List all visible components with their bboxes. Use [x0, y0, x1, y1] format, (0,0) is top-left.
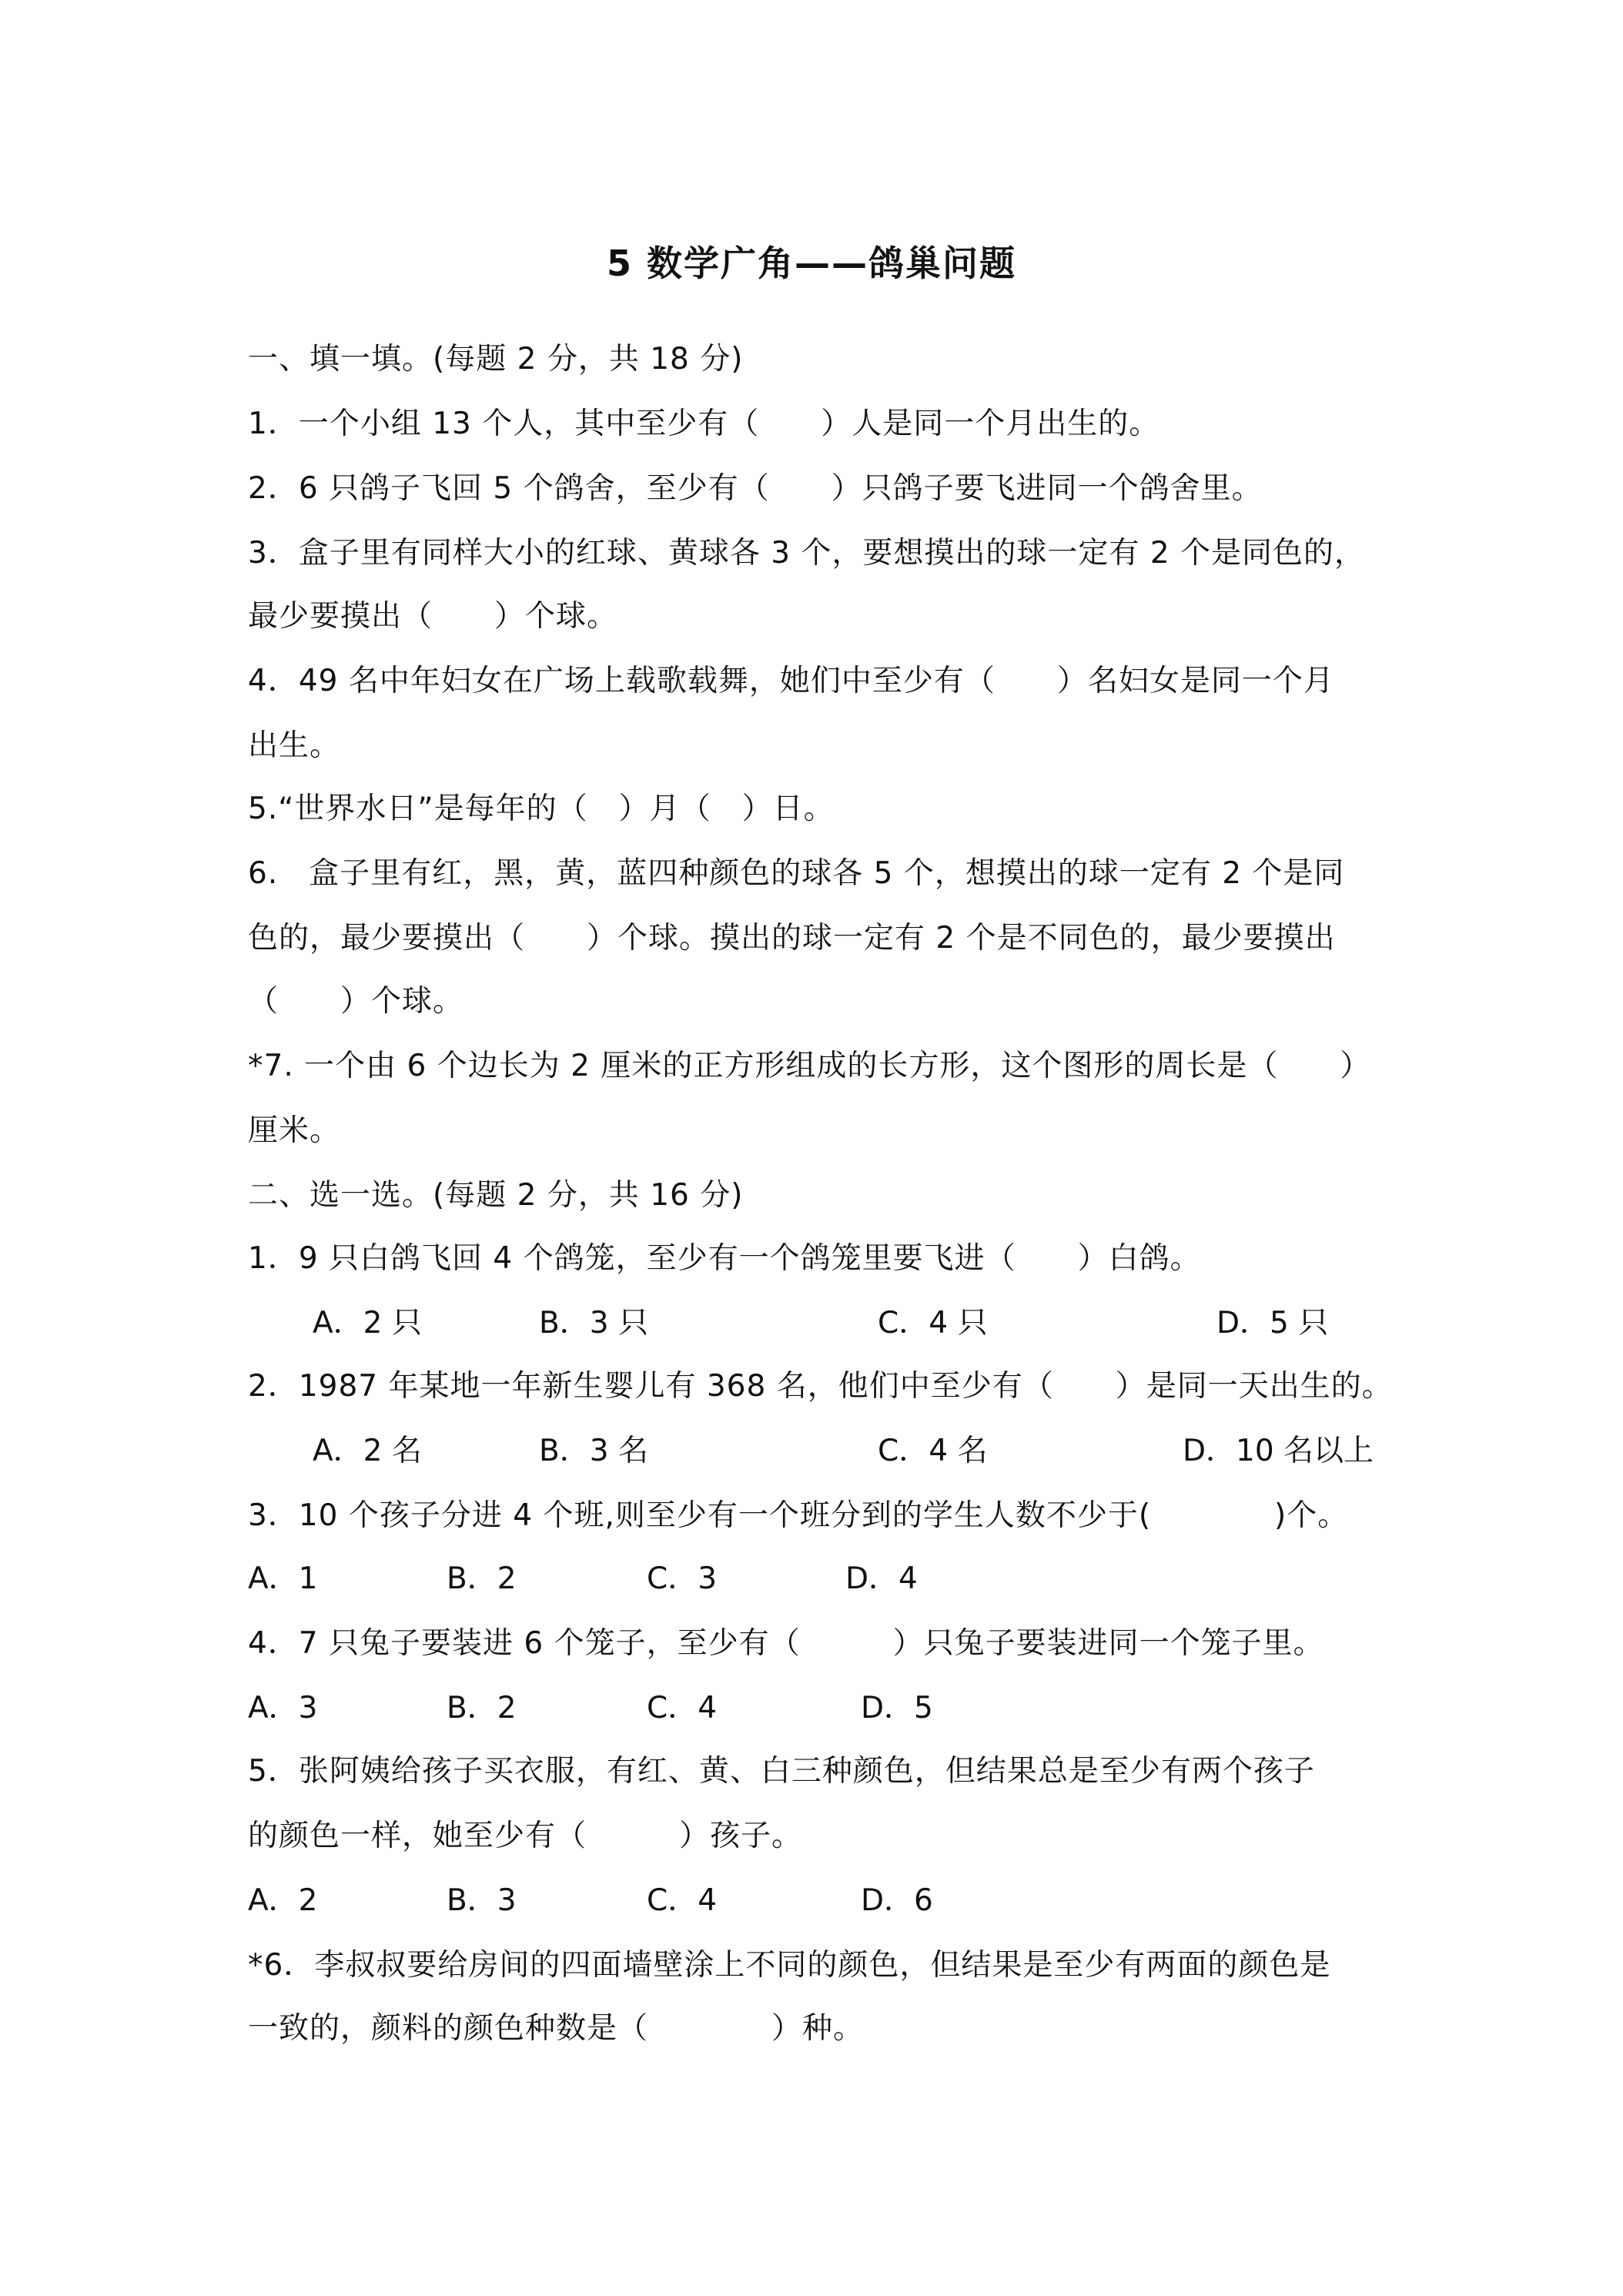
question-line: 厘米。 [248, 1113, 341, 1148]
choice-option: B．3 名 [539, 1434, 648, 1468]
question-line: 5．张阿姨给孩子买衣服，有红、黄、白三种颜色，但结果总是至少有两个孩子 [248, 1754, 1315, 1789]
choice-option: D．4 [845, 1561, 918, 1596]
choice-option: B．2 [447, 1561, 517, 1596]
question-line: 3．10 个孩子分进 4 个班,则至少有一个班分到的学生人数不少于( )个。 [248, 1498, 1349, 1533]
choice-option: A．1 [248, 1561, 318, 1596]
choice-option: B．3 只 [539, 1306, 648, 1340]
question-line: 5.“世界水日”是每年的（ ）月（ ）日。 [248, 792, 835, 826]
section-heading-choose: 二、选一选。(每题 2 分，共 16 分) [248, 1178, 744, 1213]
question-line: 2．6 只鸽子飞回 5 个鸽舍，至少有（ ）只鸽子要飞进同一个鸽舍里。 [248, 471, 1263, 506]
page-title: 5 数学广角——鸽巢问题 [606, 243, 1017, 284]
question-line: （ ）个球。 [248, 984, 464, 1019]
section-heading-fill-in: 一、填一填。(每题 2 分，共 18 分) [248, 342, 744, 377]
question-line: 的颜色一样，她至少有（ ）孩子。 [248, 1819, 803, 1853]
question-line: 4．49 名中年妇女在广场上载歌载舞，她们中至少有（ ）名妇女是同一个月 [248, 664, 1334, 698]
choice-option: D．10 名以上 [1183, 1434, 1374, 1468]
choice-option: D．5 只 [1216, 1306, 1329, 1340]
choice-option: D．5 [861, 1691, 933, 1725]
question-line: 1．9 只白鸽飞回 4 个鸽笼，至少有一个鸽笼里要飞进（ ）白鸽。 [248, 1241, 1201, 1276]
question-line: 3．盒子里有同样大小的红球、黄球各 3 个，要想摸出的球一定有 2 个是同色的， [248, 536, 1366, 571]
choice-option: C．4 只 [878, 1306, 988, 1340]
question-line: *7. 一个由 6 个边长为 2 厘米的正方形组成的长方形，这个图形的周长是（ ） [248, 1049, 1371, 1083]
choice-option: A．2 名 [313, 1434, 422, 1468]
choice-option: A．3 [248, 1691, 318, 1725]
choice-option: C．4 [647, 1691, 718, 1725]
question-line: 6. 盒子里有红，黑，黄，蓝四种颜色的球各 5 个，想摸出的球一定有 2 个是同 [248, 856, 1345, 891]
choice-option: A．2 [248, 1883, 318, 1918]
choice-option: B．2 [447, 1691, 517, 1725]
question-line: 2．1987 年某地一年新生婴儿有 368 名，他们中至少有（ ）是同一天出生的。 [248, 1369, 1393, 1404]
question-line: 色的，最少要摸出（ ）个球。摸出的球一定有 2 个是不同色的，最少要摸出 [248, 921, 1336, 956]
choice-option: B．3 [447, 1883, 517, 1918]
question-line: 一致的，颜料的颜色种数是（ ）种。 [248, 2011, 865, 2046]
choice-option: C．4 名 [878, 1434, 988, 1468]
choice-option: C．3 [647, 1561, 718, 1596]
choice-option: A．2 只 [313, 1306, 422, 1340]
question-line: 4．7 只兔子要装进 6 个笼子，至少有（ ）只兔子要装进同一个笼子里。 [248, 1626, 1324, 1661]
question-line: 1．一个小组 13 个人，其中至少有（ ）人是同一个月出生的。 [248, 407, 1160, 441]
choice-option: D．6 [861, 1883, 933, 1918]
question-line: *6．李叔叔要给房间的四面墙壁涂上不同的颜色，但结果是至少有两面的颜色是 [248, 1948, 1331, 1983]
choice-option: C．4 [647, 1883, 718, 1918]
question-line: 出生。 [248, 728, 341, 763]
question-line: 最少要摸出（ ）个球。 [248, 599, 618, 634]
